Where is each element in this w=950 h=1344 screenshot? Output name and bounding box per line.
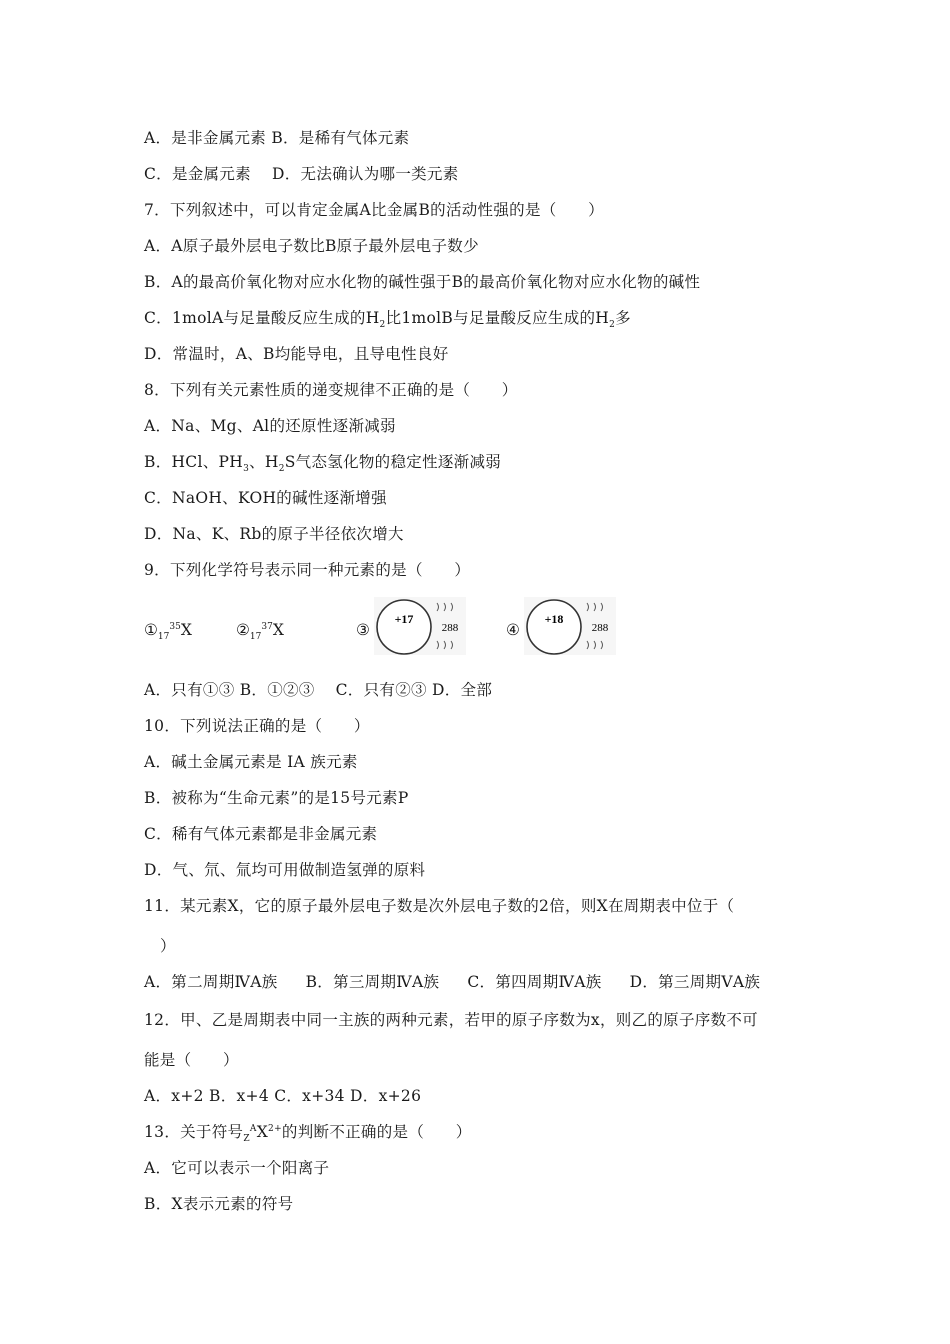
atom-diagram-4-label: ④ <box>506 621 520 639</box>
q8-option-c: C．NaOH、KOH的碱性逐渐增强 <box>144 489 387 507</box>
q13-stem: 13．关于符号$_Z^AX^{2+}$的判断不正确的是（ ） <box>144 1123 472 1145</box>
q10-stem: 10．下列说法正确的是（ ） <box>144 717 370 735</box>
q10-option-d: D．气、氘、氚均可用做制造氢弹的原料 <box>144 861 426 879</box>
q12-stem-continued: 能是（ ） <box>144 1051 239 1069</box>
q11-stem-continued: ） <box>160 937 176 955</box>
q9-options: A．只有①③ B．①②③ C．只有②③ D．全部 <box>144 681 493 699</box>
q11-options: A．第二周期ⅣA族 B．第三周期ⅣA族 C．第四周期ⅣA族 D．第三周期ⅤA族 <box>144 973 761 991</box>
nucleus-charge-label: +17 <box>394 612 414 626</box>
q7-option-a: A．A原子最外层电子数比B原子最外层电子数少 <box>144 237 479 255</box>
electron-shells-label: 288 <box>591 622 609 634</box>
q11-stem: 11．某元素X，它的原子最外层电子数是次外层电子数的2倍，则X在周期表中位于（ <box>144 897 735 915</box>
q9-stem: 9．下列化学符号表示同一种元素的是（ ） <box>144 561 471 579</box>
nuclide-symbol-2: $②_{17}^{37}X$ <box>236 621 284 643</box>
nucleus-charge-label: +18 <box>544 612 564 626</box>
q10-option-a: A．碱土金属元素是 IA 族元素 <box>144 753 358 771</box>
q7-option-c: C．1molA与足量酸反应生成的$H_2$比1molB与足量酸反应生成的$H_2$多 <box>144 309 631 331</box>
electron-shells-label: 288 <box>441 622 459 634</box>
nuclide-symbol-1: $①_{17}^{35}X$ <box>144 621 192 643</box>
q10-option-b: B．被称为“生命元素”的是15号元素P <box>144 789 409 807</box>
q7-stem: 7．下列叙述中，可以肯定金属A比金属B的活动性强的是（ ） <box>144 201 604 219</box>
q8-option-d: D．Na、K、Rb的原子半径依次增大 <box>144 525 404 543</box>
q10-option-c: C．稀有气体元素都是非金属元素 <box>144 825 378 843</box>
q8-option-a: A．Na、Mg、Al的还原性逐渐减弱 <box>144 417 396 435</box>
atom-structure-diagram-17 <box>374 597 466 655</box>
atom-diagram-3-label: ③ <box>356 621 370 639</box>
q13-option-a: A．它可以表示一个阳离子 <box>144 1159 330 1177</box>
q12-options: A．x+2 B．x+4 C．x+34 D．x+26 <box>144 1087 422 1105</box>
q6-options-ab: A．是非金属元素 B．是稀有气体元素 <box>144 129 410 147</box>
q9-symbols-row <box>144 595 624 655</box>
q6-options-cd: C．是金属元素 D．无法确认为哪一类元素 <box>144 165 459 183</box>
atom-structure-diagram-18 <box>524 597 616 655</box>
q13-option-b: B．X表示元素的符号 <box>144 1195 294 1213</box>
q7-option-b: B．A的最高价氧化物对应水化物的碱性强于B的最高价氧化物对应水化物的碱性 <box>144 273 701 291</box>
q7-option-d: D．常温时，A、B均能导电，且导电性良好 <box>144 345 449 363</box>
q12-stem: 12．甲、乙是周期表中同一主族的两种元素，若甲的原子序数为x，则乙的原子序数不可 <box>144 1011 758 1029</box>
q8-stem: 8．下列有关元素性质的递变规律不正确的是（ ） <box>144 381 518 399</box>
q8-option-b: B．HCl、$PH_3$、$H_2S$气态氢化物的稳定性逐渐减弱 <box>144 453 502 475</box>
